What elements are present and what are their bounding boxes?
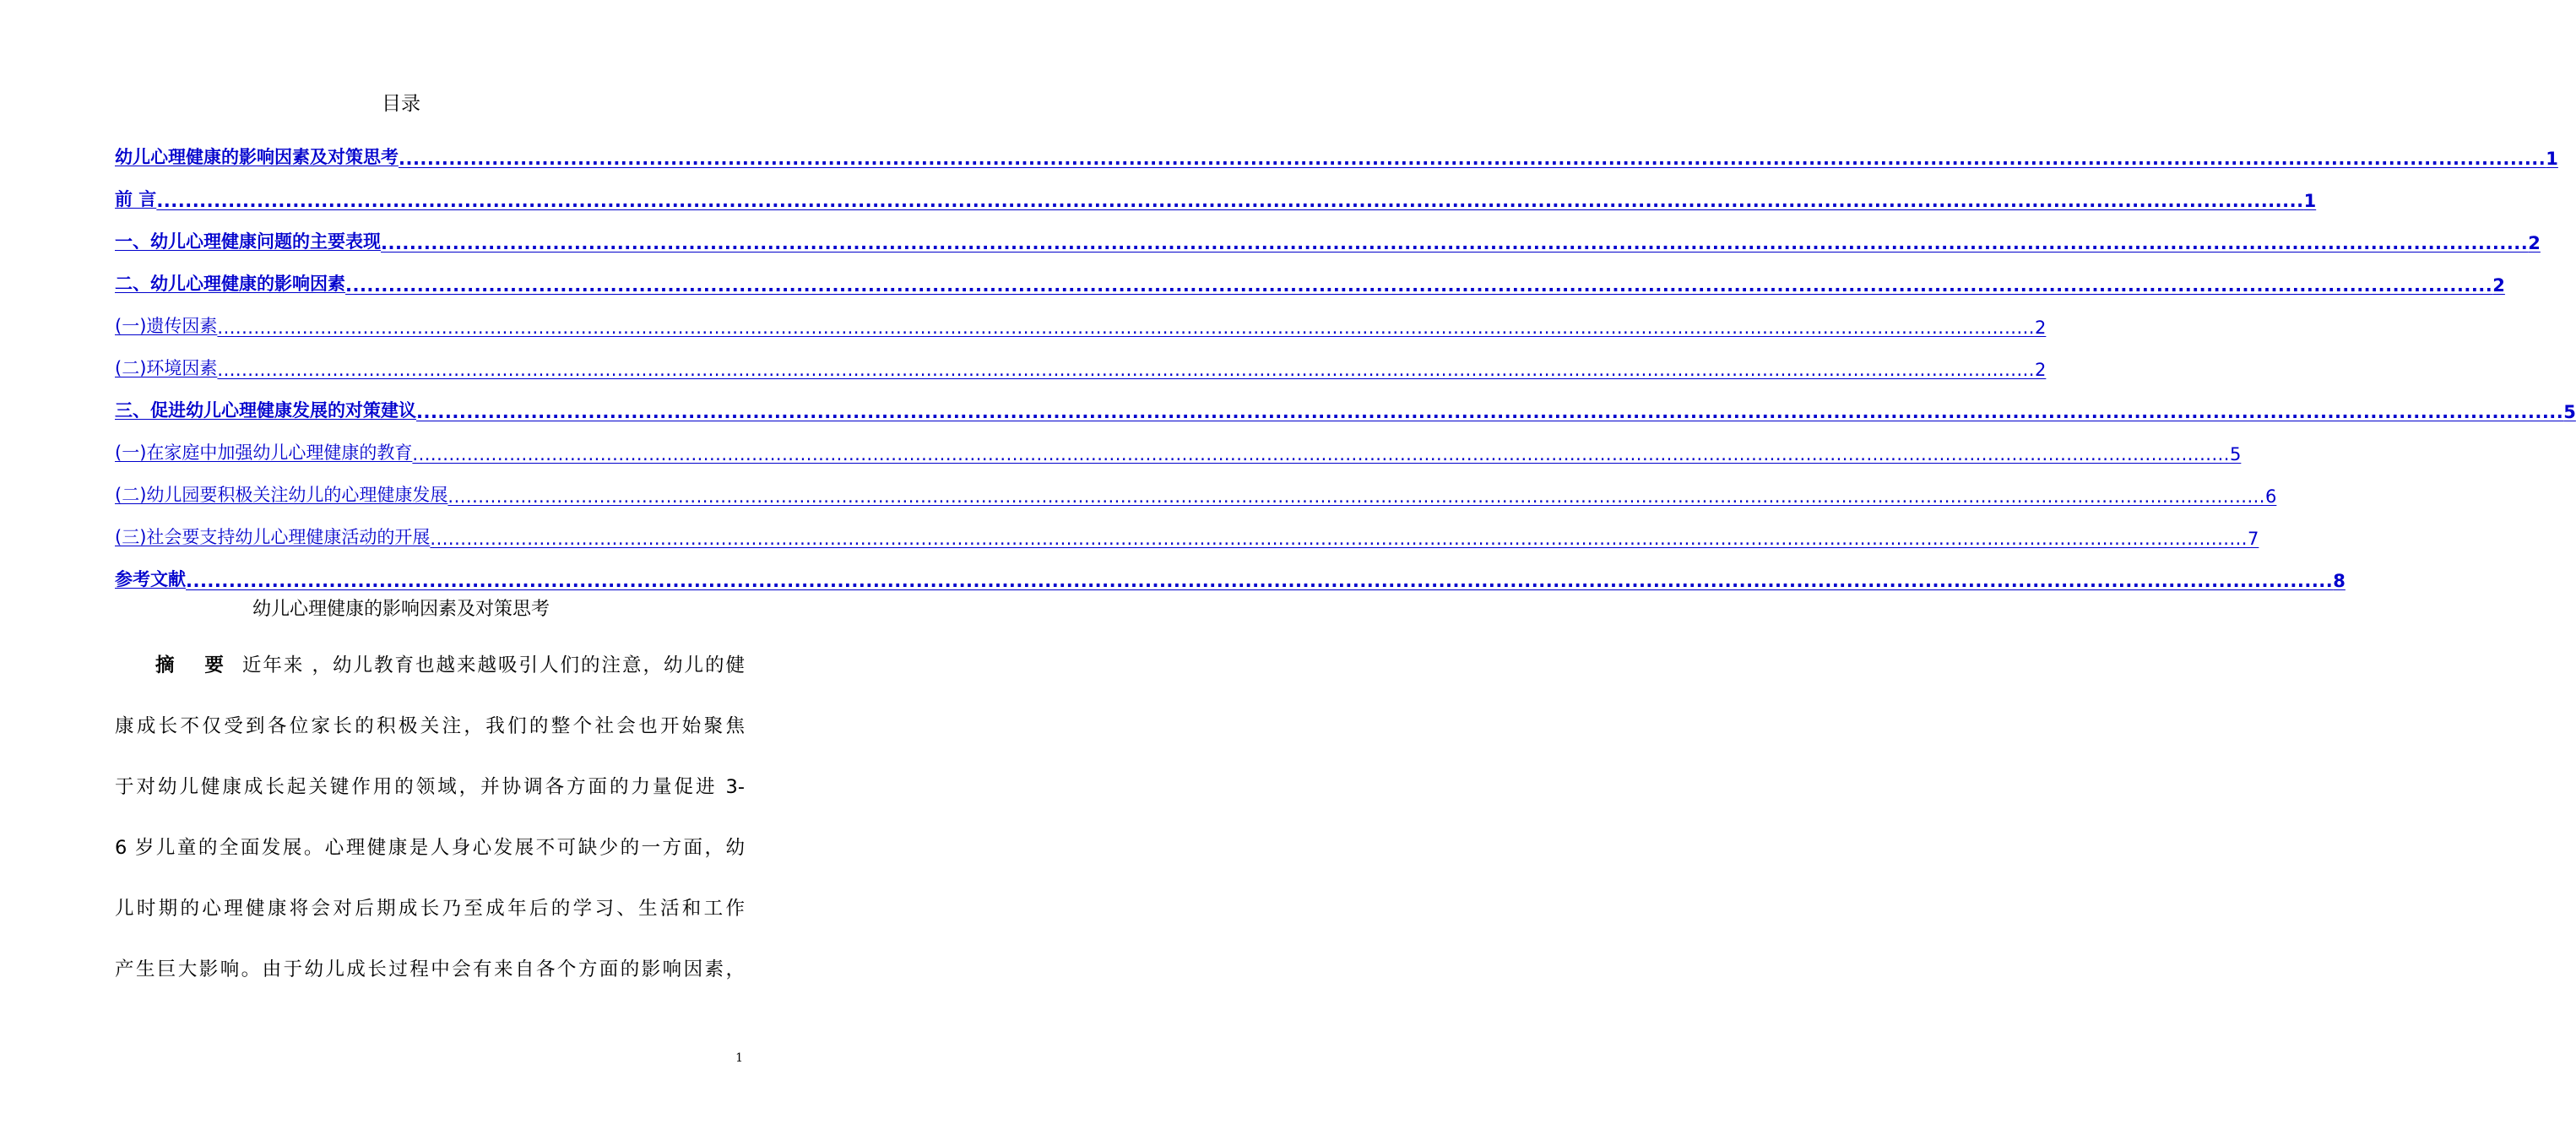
- toc-entry-page: 2: [2492, 275, 2505, 296]
- toc-leader-dots: ............................................................................................................................................................................................................................................................................................................: [345, 275, 2493, 296]
- toc-entry-title: 幼儿心理健康的影响因素及对策思考: [115, 147, 399, 167]
- toc-entry[interactable]: [115, 253, 2505, 296]
- toc-entry-page: 5: [2229, 444, 2242, 464]
- abstract-line: 摘 要 近年来 ，幼儿教育也越来越吸引人们的注意，幼儿的健: [155, 654, 745, 676]
- abstract-label: 摘 要: [155, 654, 236, 676]
- table-of-contents: [115, 127, 2576, 591]
- toc-leader-dots: ............................................................................................................................................................................................................................................................................................................: [447, 486, 2265, 507]
- toc-leader-dots: ............................................................................................................................................................................................................................................................................................................: [156, 191, 2304, 211]
- abstract-line: 于对幼儿健康成长起关键作用的领域，并协调各方面的力量促进 3-: [115, 776, 745, 798]
- toc-entry-title: 三、促进幼儿心理健康发展的对策建议: [115, 400, 416, 421]
- toc-entry-page: 5: [2563, 402, 2576, 422]
- toc-leader-dots: ............................................................................................................................................................................................................................................................................................................: [399, 149, 2546, 169]
- toc-entry[interactable]: [115, 169, 2317, 211]
- toc-entry-page: 2: [2528, 233, 2541, 253]
- toc-entry[interactable]: [115, 380, 2576, 422]
- toc-leader-dots: ............................................................................................................................................................................................................................................................................................................: [416, 402, 2564, 422]
- toc-entry-page: 6: [2264, 486, 2277, 507]
- toc-entry-title: (一)遗传因素: [115, 316, 218, 336]
- toc-leader-dots: ............................................................................................................................................................................................................................................................................................................: [381, 233, 2529, 253]
- toc-entry-title: (二)幼儿园要积极关注幼儿的心理健康发展: [115, 485, 448, 505]
- toc-leader-dots: ............................................................................................................................................................................................................................................................................................................: [186, 571, 2334, 591]
- toc-entry[interactable]: [115, 127, 2558, 169]
- abstract-line: 产生巨大影响。由于幼儿成长过程中会有来自各个方面的影响因素，: [115, 959, 745, 980]
- toc-leader-dots: ............................................................................................................................................................................................................................................................................................................: [217, 360, 2035, 380]
- toc-entry[interactable]: [115, 549, 2346, 591]
- toc-entry[interactable]: [115, 211, 2541, 253]
- toc-entry-title: 二、幼儿心理健康的影响因素: [115, 274, 345, 294]
- toc-entry-title: 前 言: [115, 189, 157, 209]
- toc-entry-page: 1: [2303, 191, 2317, 211]
- toc-leader-dots: ............................................................................................................................................................................................................................................................................................................: [412, 444, 2230, 464]
- toc-leader-dots: ............................................................................................................................................................................................................................................................................................................: [430, 529, 2248, 549]
- toc-entry-title: (三)社会要支持幼儿心理健康活动的开展: [115, 527, 431, 547]
- toc-entry[interactable]: [115, 464, 2277, 507]
- toc-leader-dots: ............................................................................................................................................................................................................................................................................................................: [217, 318, 2035, 338]
- toc-entry-page: 1: [2546, 149, 2558, 169]
- page-number: 1: [735, 1051, 743, 1065]
- toc-heading: 目录: [382, 93, 420, 115]
- toc-entry-title: (二)环境因素: [115, 358, 218, 378]
- toc-entry[interactable]: [115, 338, 2047, 380]
- toc-entry[interactable]: [115, 296, 2047, 338]
- document-title: 幼儿心理健康的影响因素及对策思考: [252, 599, 550, 620]
- toc-entry-title: (一)在家庭中加强幼儿心理健康的教育: [115, 443, 413, 463]
- toc-entry-page: 2: [2034, 318, 2047, 338]
- toc-entry[interactable]: [115, 507, 2259, 549]
- abstract-line: 6 岁儿童的全面发展。心理健康是人身心发展不可缺少的一方面，幼: [115, 837, 745, 859]
- toc-entry-page: 2: [2034, 360, 2047, 380]
- toc-entry[interactable]: [115, 422, 2242, 464]
- toc-entry-title: 参考文献: [115, 569, 186, 589]
- abstract-paragraph: [115, 635, 745, 1000]
- abstract-line: 康成长不仅受到各位家长的积极关注，我们的整个社会也开始聚焦: [115, 715, 745, 737]
- toc-entry-page: 8: [2333, 571, 2346, 591]
- toc-entry-page: 7: [2247, 529, 2259, 549]
- toc-entry-title: 一、幼儿心理健康问题的主要表现: [115, 231, 381, 252]
- abstract-line: 儿时期的心理健康将会对后期成长乃至成年后的学习、生活和工作: [115, 898, 745, 920]
